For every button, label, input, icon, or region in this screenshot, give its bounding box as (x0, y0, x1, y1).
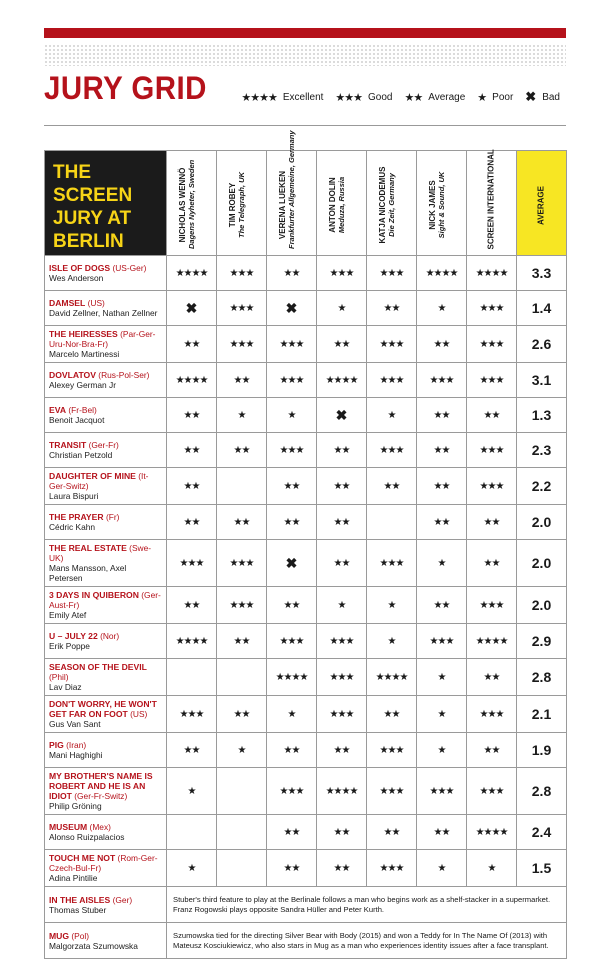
film-country: (Ger) (112, 894, 133, 905)
rating-cell: ★★ (417, 398, 467, 433)
film-title: DAMSEL (49, 298, 86, 308)
rating-cell: ★★★ (367, 363, 417, 398)
header-row (45, 151, 567, 256)
rating-cell: ★★★ (367, 768, 417, 815)
table-row (45, 587, 567, 624)
rating-cell: ★★★ (267, 624, 317, 659)
rating-cell: ★ (367, 587, 417, 624)
rating-cell: ★★ (267, 587, 317, 624)
film-director: Laura Bispuri (49, 491, 99, 501)
film-director: Mani Haghighi (49, 750, 103, 760)
film-cell (45, 887, 167, 923)
rating-cell: ★ (267, 696, 317, 733)
average-score: 2.1 (517, 696, 567, 733)
table-row (45, 659, 567, 696)
film-cell (45, 540, 167, 587)
rating-cell: ★★★ (267, 433, 317, 468)
film-title: THE PRAYER (49, 512, 104, 522)
rating-cell: ★★★★ (167, 624, 217, 659)
film-cell (45, 433, 167, 468)
rating-cell (217, 468, 267, 505)
film-director: Wes Anderson (49, 273, 104, 283)
rating-cell: ★★ (467, 540, 517, 587)
film-country: (Iran) (66, 740, 87, 750)
film-title: THE HEIRESSES (49, 329, 118, 339)
critic-publication: Meduza, Russia (336, 176, 345, 234)
rating-cell: ★★★ (367, 326, 417, 363)
average-score: 2.8 (517, 768, 567, 815)
rating-cell (217, 768, 267, 815)
rating-cell: ★★ (467, 505, 517, 540)
film-note: Szumowska tied for the directing Silver Bear with Body (2015) and won a Teddy for In The Name Of (2013) with Mateusz Kosciukiewicz, who also stars in Mug as a man who experiences identity issues after a face transplant. (167, 923, 567, 959)
rating-cell: ★★ (267, 256, 317, 291)
rating-cell: ★ (417, 291, 467, 326)
rating-cell: ★★★★ (317, 363, 367, 398)
rating-cell: ★★ (317, 850, 367, 887)
rating-cell: ★★★ (467, 363, 517, 398)
rating-cell: ★★ (217, 363, 267, 398)
average-score: 2.4 (517, 815, 567, 850)
critic-header (167, 151, 217, 256)
rating-cell: ★★ (167, 587, 217, 624)
rating-cell: ★★ (167, 398, 217, 433)
critic-publication: Die Zeit, Germany (386, 173, 395, 237)
rating-cell: ★★★ (467, 433, 517, 468)
rating-legend (241, 89, 566, 105)
film-director: Marcelo Martinessi (49, 349, 120, 359)
bad-cross-icon: ✖ (525, 89, 537, 104)
rating-cell (217, 659, 267, 696)
rating-cell: ★★ (317, 540, 367, 587)
legend-label: Good (368, 91, 393, 103)
rating-cell: ★★ (417, 326, 467, 363)
film-title: TOUCH ME NOT (49, 853, 116, 863)
film-cell (45, 733, 167, 768)
rating-cell: ★ (317, 291, 367, 326)
film-cell (45, 587, 167, 624)
rating-cell: ★★★ (167, 540, 217, 587)
rating-cell: ★★ (317, 733, 367, 768)
rating-cell: ★★ (217, 505, 267, 540)
critic-name: ANTON DOLIN (327, 177, 337, 233)
film-country: (Fr) (105, 512, 120, 522)
rating-cell: ★★★★ (167, 363, 217, 398)
rating-cell: ★★★ (367, 433, 417, 468)
rating-cell: ★ (417, 659, 467, 696)
legend-symbol: ★★ (404, 91, 423, 104)
film-title: 3 DAYS IN QUIBERON (49, 590, 139, 600)
rating-cell: ★★★ (217, 291, 267, 326)
rating-cell (217, 815, 267, 850)
legend-symbol: ★★★★ (241, 91, 277, 104)
film-cell (45, 363, 167, 398)
film-country: (Ger-Fr) (88, 440, 119, 450)
rating-cell: ★★ (267, 815, 317, 850)
film-director: Alexey German Jr (49, 380, 117, 390)
film-cell (45, 768, 167, 815)
film-cell (45, 505, 167, 540)
rating-cell: ★★★★ (317, 768, 367, 815)
rating-cell: ★★★ (467, 768, 517, 815)
rating-cell: ★★★ (367, 256, 417, 291)
average-score: 3.3 (517, 256, 567, 291)
film-title: MUSEUM (49, 822, 88, 832)
rating-cell: ★★★ (267, 326, 317, 363)
critic-name: NICHOLAS WENNÖ (177, 167, 187, 243)
rating-cell: ★★ (417, 587, 467, 624)
critic-header (317, 151, 367, 256)
rating-cell: ★★★★ (167, 256, 217, 291)
rating-cell: ★★★ (217, 540, 267, 587)
rating-cell: ★★ (317, 433, 367, 468)
rating-cell: ★ (417, 733, 467, 768)
rating-cell: ★★ (467, 398, 517, 433)
rating-cell: ★★★ (317, 659, 367, 696)
film-country: (Pol) (71, 930, 90, 941)
rating-cell: ★★ (417, 468, 467, 505)
film-country: (Fr-Bel) (68, 405, 97, 415)
rating-cell: ★★★ (217, 326, 267, 363)
note-row (45, 887, 567, 923)
film-title: IN THE AISLES (49, 894, 111, 905)
rating-cell: ★ (267, 398, 317, 433)
film-director: Gus Van Sant (49, 719, 101, 729)
rating-cell: ★★★ (217, 256, 267, 291)
film-cell (45, 398, 167, 433)
rating-cell: ★★ (267, 733, 317, 768)
critic-name: TIM ROBEY (227, 182, 237, 228)
film-note: Stuber's third feature to play at the Berlinale follows a man who begins work as a shelf-stacker in a supermarket. Franz Rogowski plays opposite Sandra Hüller and Peter Kurth. (167, 887, 567, 923)
rating-cell: ★★★★ (467, 624, 517, 659)
rating-cell: ★ (367, 398, 417, 433)
note-row (45, 923, 567, 959)
film-director: Philip Gröning (49, 801, 102, 811)
film-cell (45, 256, 167, 291)
film-director: Adina Pintilie (49, 873, 98, 883)
rating-cell: ★★★ (217, 587, 267, 624)
film-title: DOVLATOV (49, 370, 96, 380)
rating-cell: ★★ (367, 696, 417, 733)
rating-cell: ★★★★ (467, 256, 517, 291)
critic-publication: Frankfurter Allgemeine, Germany (286, 130, 295, 249)
average-label: AVERAGE (536, 185, 545, 225)
rating-cell: ★★ (317, 326, 367, 363)
table-row (45, 326, 567, 363)
top-red-bar (44, 28, 566, 38)
film-country: (Swe-UK) (49, 543, 152, 563)
film-cell (45, 326, 167, 363)
rating-cell: ★ (317, 587, 367, 624)
rating-cell: ★★ (267, 850, 317, 887)
rating-cell: ★★★ (367, 540, 417, 587)
rating-cell (167, 815, 217, 850)
critic-publication: The Telegraph, UK (236, 172, 245, 238)
table-row (45, 733, 567, 768)
film-country: (Nor) (100, 631, 120, 641)
table-row (45, 468, 567, 505)
film-title: ISLE OF DOGS (49, 263, 111, 273)
legend-label: Excellent (282, 91, 324, 103)
rating-cell: ★★ (417, 433, 467, 468)
critic-name: NICK JAMES (427, 180, 437, 230)
average-score: 2.6 (517, 326, 567, 363)
rating-cell: ★ (367, 624, 417, 659)
rating-cell: ★★★ (467, 587, 517, 624)
critic-header (267, 130, 317, 256)
legend-label: Poor (492, 91, 514, 103)
table-row (45, 624, 567, 659)
rating-cell: ★★★ (467, 468, 517, 505)
rating-cell: ★★ (167, 505, 217, 540)
film-director: Benoit Jacquot (49, 415, 105, 425)
table-row (45, 696, 567, 733)
rating-cell: ★ (167, 850, 217, 887)
film-title: THE REAL ESTATE (49, 543, 127, 553)
rating-cell: ★ (217, 398, 267, 433)
rating-cell (367, 505, 417, 540)
table-row (45, 850, 567, 887)
rating-cell: ✖ (267, 291, 317, 326)
film-cell (45, 468, 167, 505)
legend-symbol: ★★★ (335, 91, 363, 104)
rating-cell: ★★ (217, 433, 267, 468)
critic-header (367, 151, 417, 256)
table-row (45, 540, 567, 587)
legend-label: Average (428, 91, 466, 103)
film-director: Lav Diaz (49, 682, 82, 692)
average-score: 1.5 (517, 850, 567, 887)
rating-cell: ★★★ (367, 733, 417, 768)
critic-name: SCREEN INTERNATIONAL (486, 148, 495, 249)
legend-label: Bad (542, 91, 560, 103)
rating-cell (167, 659, 217, 696)
film-country: (US) (130, 709, 148, 719)
rating-cell: ★★ (417, 815, 467, 850)
film-country: (US-Ger) (112, 263, 147, 273)
average-score: 2.0 (517, 540, 567, 587)
film-cell (45, 696, 167, 733)
rating-cell: ★ (417, 540, 467, 587)
rating-cell: ★★ (267, 505, 317, 540)
rating-cell: ★★ (217, 696, 267, 733)
film-country: (Rom-Ger-Czech-Bul-Fr) (49, 853, 158, 873)
film-title: MY BROTHER'S NAME IS ROBERT AND HE IS AN IDIOT (49, 771, 153, 801)
average-score: 2.0 (517, 505, 567, 540)
film-director: Christian Petzold (49, 450, 113, 460)
film-director: Erik Poppe (49, 641, 90, 651)
rating-cell: ★★ (417, 505, 467, 540)
film-cell (45, 923, 167, 959)
average-score: 1.9 (517, 733, 567, 768)
table-row (45, 815, 567, 850)
rating-cell: ★★★ (267, 363, 317, 398)
film-title: EVA (49, 405, 67, 415)
critic-publication: Dagens Nyheter, Sweden (186, 159, 195, 249)
rating-cell: ★★★ (317, 624, 367, 659)
critic-name: VERENA LUEKEN (277, 170, 287, 240)
rating-cell: ★★ (467, 733, 517, 768)
film-country: (Mex) (89, 822, 111, 832)
table-row (45, 363, 567, 398)
average-score: 2.8 (517, 659, 567, 696)
film-cell (45, 291, 167, 326)
rating-cell: ✖ (317, 398, 367, 433)
rating-cell: ★★★ (317, 256, 367, 291)
film-country: (US) (87, 298, 105, 308)
average-score: 1.4 (517, 291, 567, 326)
table-row (45, 291, 567, 326)
page-title: JURY GRID (44, 70, 207, 106)
dot-pattern-band (44, 44, 566, 66)
rating-cell: ★★★ (267, 768, 317, 815)
film-director: David Zellner, Nathan Zellner (49, 308, 158, 318)
critic-header (217, 151, 267, 256)
average-header (517, 151, 567, 256)
rating-cell: ✖ (267, 540, 317, 587)
rating-cell: ★★★ (417, 624, 467, 659)
rating-cell: ★★ (317, 505, 367, 540)
rating-cell: ★★ (267, 468, 317, 505)
rating-cell: ★★★★ (417, 256, 467, 291)
rating-cell: ★★★★ (267, 659, 317, 696)
critic-publication: Sight & Sound, UK (436, 171, 445, 239)
average-score: 3.1 (517, 363, 567, 398)
film-title: PIG (49, 740, 64, 750)
film-cell (45, 815, 167, 850)
rating-cell: ★★ (317, 815, 367, 850)
rating-cell: ★★ (217, 624, 267, 659)
rating-cell: ★★★ (417, 363, 467, 398)
rating-cell: ★★ (367, 291, 417, 326)
critic-name: KATJA NICODEMUS (377, 166, 387, 244)
rating-cell: ★★★ (467, 291, 517, 326)
film-cell (45, 659, 167, 696)
film-cell (45, 850, 167, 887)
table-row (45, 398, 567, 433)
divider (44, 125, 566, 126)
film-country: (Ger-Aust-Fr) (49, 590, 161, 610)
rating-cell: ★★★ (167, 696, 217, 733)
rating-cell: ★★ (367, 815, 417, 850)
film-director: Mans Mansson, Axel Petersen (49, 563, 127, 583)
table-row (45, 505, 567, 540)
rating-cell: ★★ (167, 326, 217, 363)
critic-header (467, 148, 517, 256)
average-score: 1.3 (517, 398, 567, 433)
rating-cell: ★★ (467, 659, 517, 696)
film-country: (Phil) (49, 672, 69, 682)
film-country: (Rus-Pol-Ser) (98, 370, 150, 380)
film-country: (It-Ger-Switz) (49, 471, 149, 491)
rating-cell: ★★★ (467, 696, 517, 733)
rating-cell: ✖ (167, 291, 217, 326)
film-director: Malgorzata Szumowska (49, 940, 138, 951)
film-director: Emily Atef (49, 610, 87, 620)
jury-heading: THE SCREEN JURY AT BERLIN (45, 151, 167, 256)
rating-cell: ★ (217, 733, 267, 768)
film-title: DON'T WORRY, HE WON'T GET FAR ON FOOT (49, 699, 157, 719)
film-title: DAUGHTER OF MINE (49, 471, 136, 481)
film-title: MUG (49, 930, 70, 941)
rating-cell: ★★ (317, 468, 367, 505)
critic-header (417, 151, 467, 256)
rating-cell: ★ (417, 850, 467, 887)
film-title: U – JULY 22 (49, 631, 98, 641)
rating-cell: ★★★ (417, 768, 467, 815)
average-score: 2.2 (517, 468, 567, 505)
film-director: Alonso Ruizpalacios (49, 832, 125, 842)
film-title: SEASON OF THE DEVIL (49, 662, 147, 672)
legend-symbol: ★ (477, 91, 487, 104)
film-cell (45, 624, 167, 659)
rating-cell: ★★★ (317, 696, 367, 733)
average-score: 2.0 (517, 587, 567, 624)
rating-cell: ★ (467, 850, 517, 887)
rating-cell: ★★★ (467, 326, 517, 363)
jury-grid-table (44, 130, 567, 959)
rating-cell: ★★ (167, 433, 217, 468)
rating-cell: ★★★★ (467, 815, 517, 850)
film-director: Thomas Stuber (49, 904, 107, 915)
rating-cell (217, 850, 267, 887)
film-country: (Par-Ger-Uru-Nor-Bra-Fr) (49, 329, 156, 349)
average-score: 2.9 (517, 624, 567, 659)
table-row (45, 768, 567, 815)
film-director: Cédric Kahn (49, 522, 96, 532)
film-title: TRANSIT (49, 440, 87, 450)
rating-cell: ★★ (367, 468, 417, 505)
rating-cell: ★ (417, 696, 467, 733)
rating-cell: ★★ (167, 733, 217, 768)
rating-cell: ★ (167, 768, 217, 815)
table-row (45, 433, 567, 468)
rating-cell: ★★★★ (367, 659, 417, 696)
rating-cell: ★★★ (367, 850, 417, 887)
film-country: (Ger-Fr-Switz) (74, 791, 128, 801)
rating-cell: ★★ (167, 468, 217, 505)
average-score: 2.3 (517, 433, 567, 468)
table-row (45, 256, 567, 291)
